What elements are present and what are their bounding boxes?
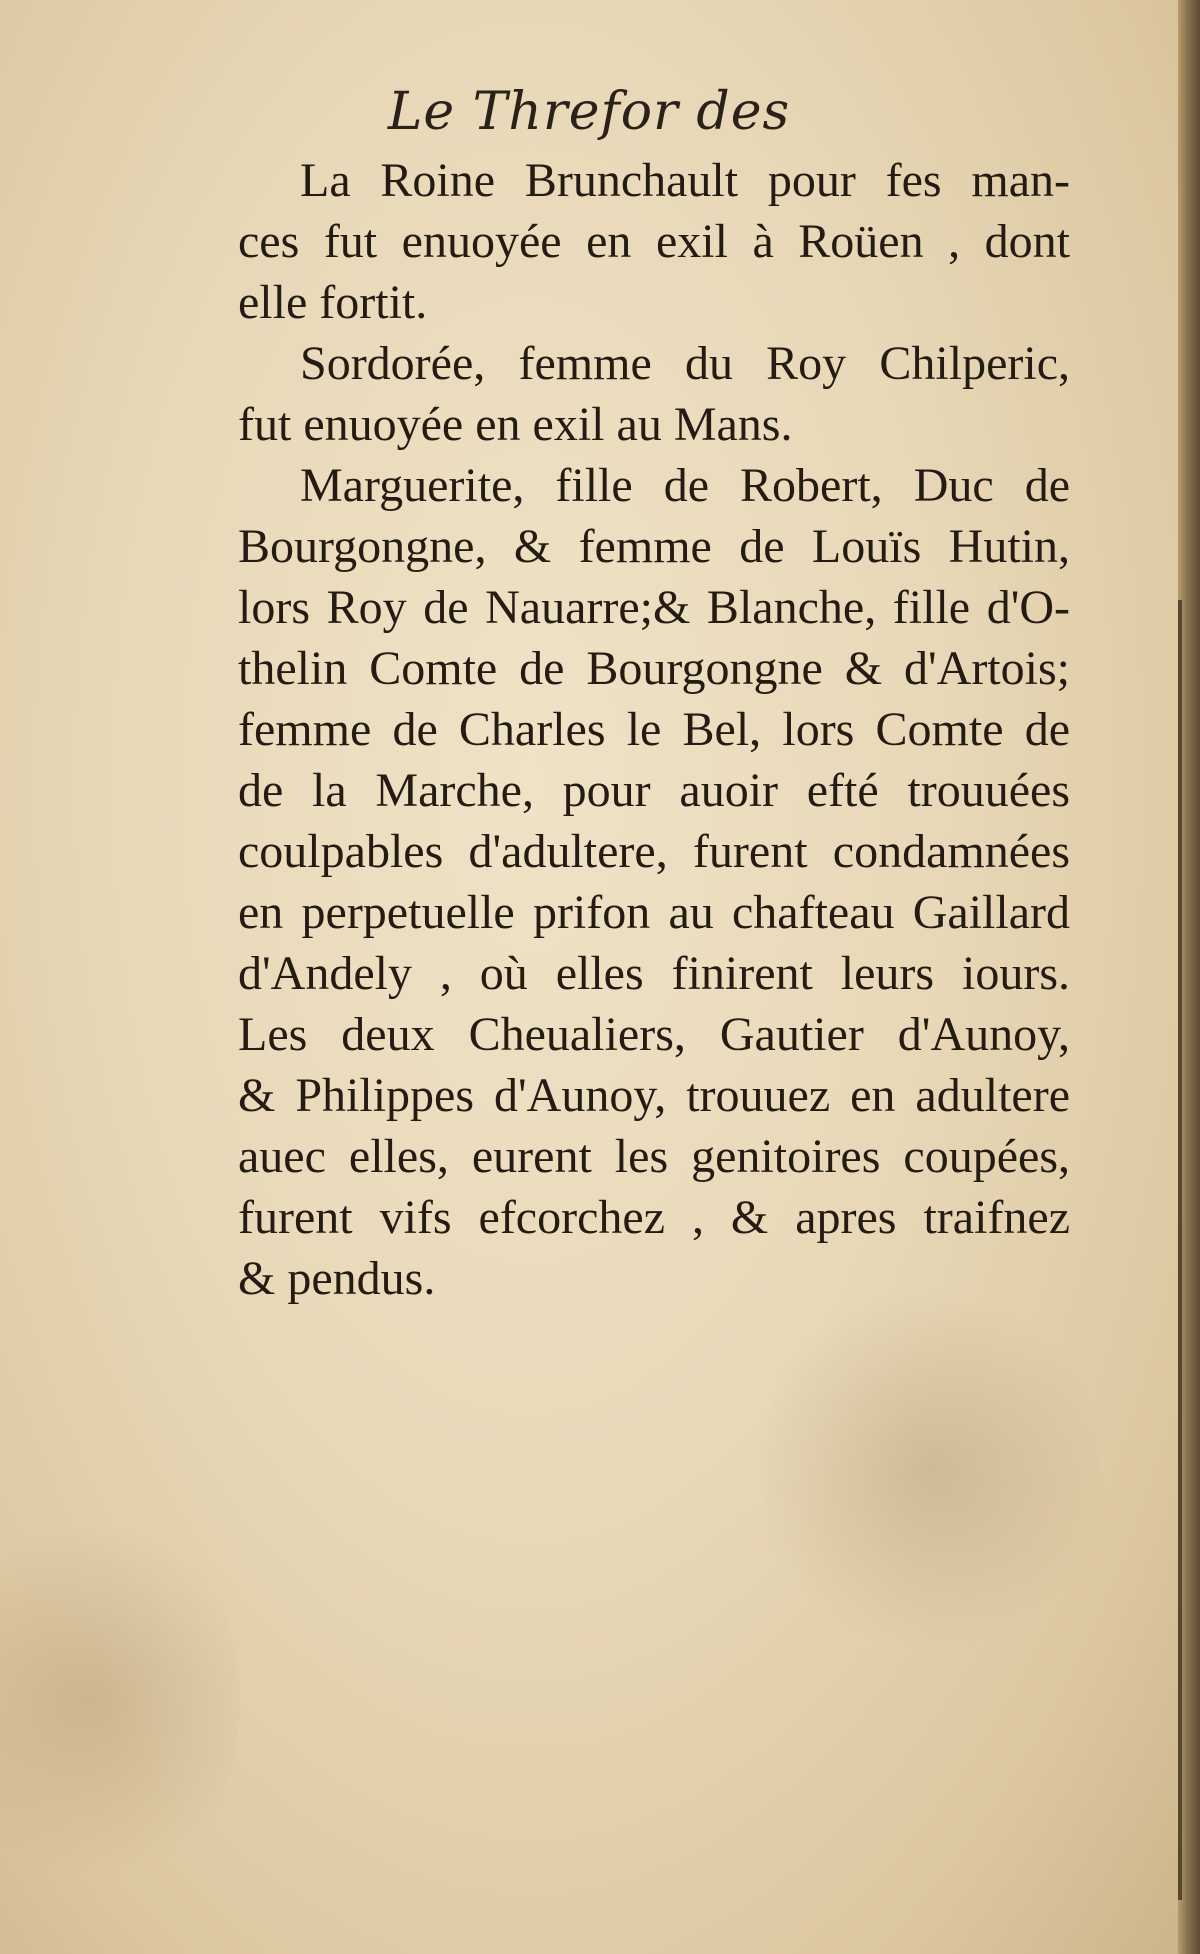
text-line: Les deux Cheualiers, Gautier d'Aunoy,	[238, 1008, 1070, 1061]
paragraph	[238, 333, 1070, 455]
text-line: elle fortit.	[238, 276, 428, 329]
binding-shadow	[1178, 600, 1182, 1900]
text-line: en perpetuelle prifon au chafteau Gaillard	[238, 886, 1070, 939]
paper-stain	[760, 1280, 1100, 1660]
text-line: ces fut enuoyée en exil à Roüen , dont	[238, 215, 1070, 268]
text-line: furent vifs efcorchez , & apres traifnez	[238, 1191, 1070, 1244]
paragraph	[238, 150, 1070, 333]
text-line: auec elles, eurent les genitoires coupées,	[238, 1130, 1070, 1183]
running-head: Le Threfor des	[387, 82, 791, 142]
text-line: coulpables d'adultere, furent condamnées	[238, 825, 1070, 878]
text-line: Sordorée, femme du Roy Chilperic,	[300, 337, 1070, 390]
text-line: & pendus.	[238, 1252, 436, 1305]
paragraph	[238, 455, 1070, 1309]
text-line: & Philippes d'Aunoy, trouuez en adultere	[238, 1069, 1070, 1122]
text-line: femme de Charles le Bel, lors Comte de	[238, 703, 1070, 756]
text-line: thelin Comte de Bourgongne & d'Artois;	[238, 642, 1070, 695]
body-text	[238, 150, 1070, 1309]
paper-stain	[0, 1500, 240, 1900]
text-line: Bourgongne, & femme de Louïs Hutin,	[238, 520, 1070, 573]
text-line: de la Marche, pour auoir efté trouuées	[238, 764, 1070, 817]
text-line: Marguerite, fille de Robert, Duc de	[300, 459, 1070, 512]
text-line: lors Roy de Nauarre;& Blanche, fille d'O-	[238, 581, 1070, 634]
text-line: d'Andely , où elles finirent leurs iours.	[238, 947, 1070, 1000]
text-line: La Roine Brunchault pour fes man-	[300, 154, 1070, 207]
text-line: fut enuoyée en exil au Mans.	[238, 398, 793, 451]
